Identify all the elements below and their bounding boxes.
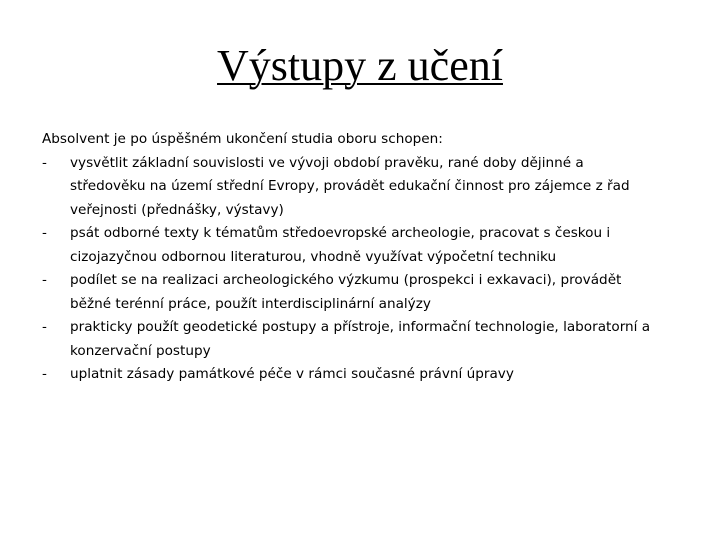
bullet-dash: - xyxy=(42,225,47,241)
slide-body xyxy=(42,128,702,387)
outcome-line: cizojazyčnou odbornou literaturou, vhodně využívat výpočetní techniku xyxy=(70,248,557,265)
outcome-line: veřejnosti (přednášky, výstavy) xyxy=(70,201,284,218)
outcome-list xyxy=(42,152,702,387)
outcome-item xyxy=(42,152,702,223)
outcome-text xyxy=(70,316,702,363)
bullet-dash: - xyxy=(42,272,47,288)
outcome-line: podílet se na realizaci archeologického výzkumu (prospekci i exkavaci), provádět xyxy=(70,272,622,288)
bullet-dash: - xyxy=(42,154,47,171)
outcome-line: uplatnit zásady památkové péče v rámci současné právní úpravy xyxy=(70,366,514,382)
slide-title: Výstupy z učení xyxy=(217,41,503,90)
outcome-line: konzervační postupy xyxy=(70,342,211,359)
bullet-dash: - xyxy=(42,319,47,335)
outcome-line: vysvětlit základní souvislosti ve vývoji období pravěku, rané doby dějinné a xyxy=(70,154,584,171)
outcome-item xyxy=(42,316,702,363)
outcome-line: běžné terénní práce, použít interdisciplinární analýzy xyxy=(70,295,431,312)
outcome-item xyxy=(42,363,702,387)
bullet-dash: - xyxy=(42,366,47,382)
outcome-text xyxy=(70,152,702,223)
intro-text: Absolvent je po úspěšném ukončení studia oboru schopen: xyxy=(42,131,443,147)
outcome-line: psát odborné texty k tématům středoevropské archeologie, pracovat s českou i xyxy=(70,225,611,241)
outcome-item xyxy=(42,269,702,316)
outcome-text xyxy=(70,269,702,316)
outcome-text xyxy=(70,222,702,269)
outcome-item xyxy=(42,222,702,269)
outcome-text xyxy=(70,363,702,387)
outcome-line: středověku na území střední Evropy, provádět edukační činnost pro zájemce z řad xyxy=(70,178,630,194)
outcome-line: prakticky použít geodetické postupy a přístroje, informační technologie, laboratorní a xyxy=(70,319,651,335)
